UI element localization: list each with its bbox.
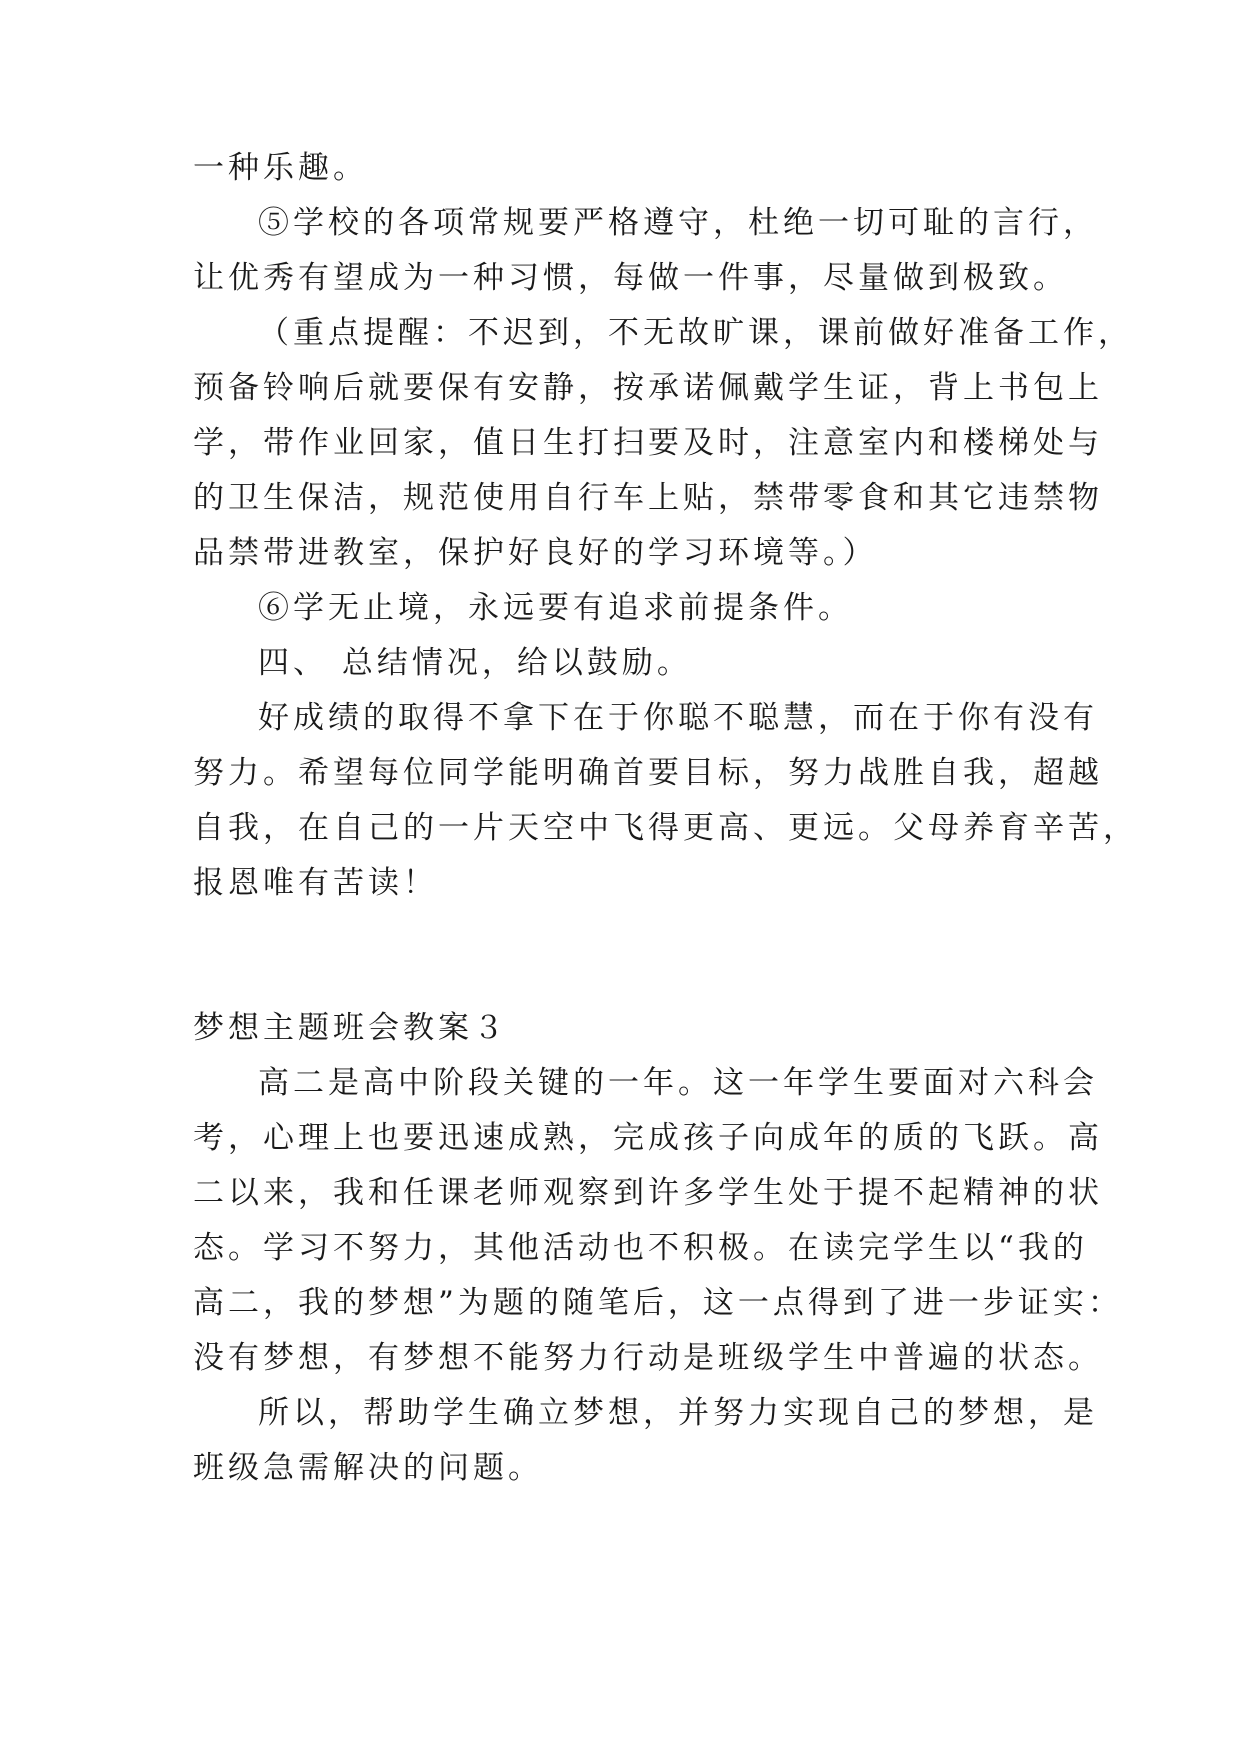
- document-title: 梦想主题班会教案３: [193, 1010, 508, 1046]
- text-line: 没有梦想，有梦想不能努力行动是班级学生中普遍的状态。: [193, 1340, 1103, 1376]
- text-line: 高二是高中阶段关键的一年。这一年学生要面对六科会: [258, 1065, 1098, 1101]
- text-line: 报恩唯有苦读！: [193, 865, 438, 901]
- text-line: 的卫生保洁，规范使用自行车上贴，禁带零食和其它违禁物: [193, 480, 1103, 516]
- text-line: 预备铃响后就要保有安静，按承诺佩戴学生证，背上书包上: [193, 370, 1103, 406]
- section-heading: 四、 总结情况，给以鼓励。: [258, 645, 692, 681]
- text-line: 班级急需解决的问题。: [193, 1450, 543, 1486]
- text-line: （重点提醒：不迟到，不无故旷课，课前做好准备工作，: [258, 315, 1133, 351]
- text-line: 自我，在自己的一片天空中飞得更高、更远。父母养育辛苦，: [193, 810, 1138, 846]
- text-line: 学，带作业回家，值日生打扫要及时，注意室内和楼梯处与: [193, 425, 1103, 461]
- text-line: 一种乐趣。: [193, 150, 368, 186]
- text-line: 高二，我的梦想”为题的随笔后，这一点得到了进一步证实：: [193, 1285, 1123, 1321]
- text-line: 所以，帮助学生确立梦想，并努力实现自己的梦想，是: [258, 1395, 1098, 1431]
- text-line: 态。学习不努力，其他活动也不积极。在读完学生以“我的: [193, 1230, 1088, 1266]
- text-line: 好成绩的取得不拿下在于你聪不聪慧，而在于你有没有: [258, 700, 1098, 736]
- text-line: 努力。希望每位同学能明确首要目标，努力战胜自我，超越: [193, 755, 1103, 791]
- text-line: 考，心理上也要迅速成熟，完成孩子向成年的质的飞跃。高: [193, 1120, 1103, 1156]
- text-line: 让优秀有望成为一种习惯，每做一件事，尽量做到极致。: [193, 260, 1068, 296]
- text-line: ⑤学校的各项常规要严格遵守，杜绝一切可耻的言行，: [258, 205, 1098, 241]
- text-line: ⑥学无止境，永远要有追求前提条件。: [258, 590, 853, 626]
- text-line: 品禁带进教室，保护好良好的学习环境等。）: [193, 535, 878, 571]
- text-line: 二以来，我和任课老师观察到许多学生处于提不起精神的状: [193, 1175, 1103, 1211]
